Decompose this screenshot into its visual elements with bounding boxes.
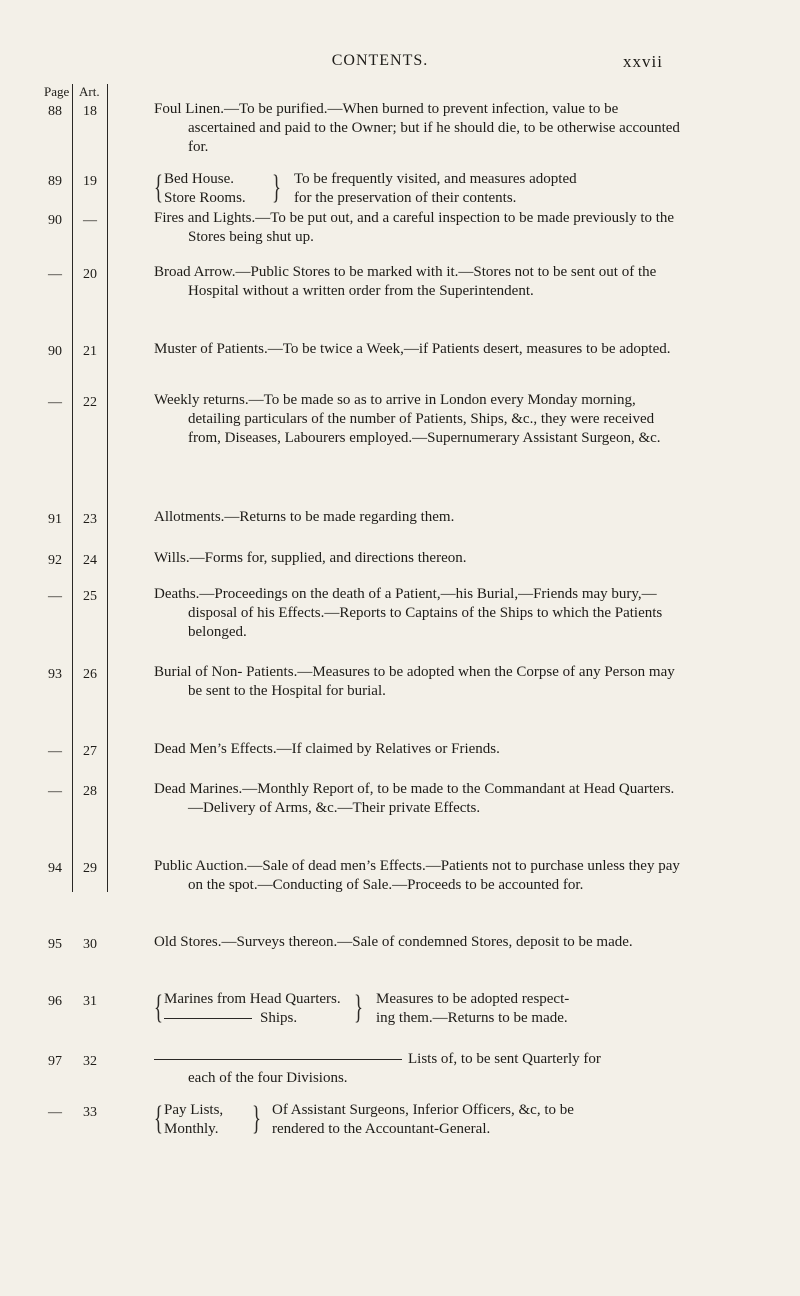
- page-number-cell: —: [48, 589, 62, 604]
- article-number-cell: 20: [83, 267, 97, 282]
- entry-text: Dead Marines.—Monthly Report of, to be made to the Commandant at Head Quarters.—Delivery of Arms, &c.—Their private Effects.: [154, 781, 675, 816]
- brace-right-bottom: ing them.—Returns to be made.: [376, 1010, 568, 1026]
- article-number-cell: 19: [83, 174, 97, 189]
- page-number-cell: —: [48, 267, 62, 282]
- column-rule-right: [107, 84, 108, 892]
- article-number-cell: 29: [83, 861, 97, 876]
- entry-text: Broad Arrow.—Public Stores to be marked with it.—Stores not to be sent out of the Hospital without a written order from the Superintendent.: [154, 264, 657, 299]
- brace-left-bottom: Store Rooms.: [164, 190, 246, 206]
- article-number-cell: 28: [83, 784, 97, 799]
- article-number-cell: 31: [83, 994, 97, 1009]
- brace-right-bottom: for the preservation of their contents.: [294, 190, 517, 206]
- page-number-cell: 90: [48, 213, 62, 228]
- page-number-cell: 92: [48, 553, 62, 568]
- page-number-cell: —: [48, 395, 62, 410]
- article-number-cell: 33: [83, 1105, 97, 1120]
- brace-right-bottom: rendered to the Accountant-General.: [272, 1121, 491, 1137]
- page-number-cell: 88: [48, 104, 62, 119]
- ditto-rule: [164, 1018, 252, 1019]
- braced-entry: [154, 170, 694, 210]
- left-brace: {: [154, 989, 163, 1026]
- contents-entry: [154, 663, 680, 701]
- article-column-heading: Art.: [79, 84, 100, 99]
- page-number-cell: —: [48, 784, 62, 799]
- entry-text: Deaths.—Proceedings on the death of a Patient,—his Burial,—Friends may bury,—disposal of his Effects.—Reports to Captains of the Ships to which the Patients belonged.: [154, 586, 663, 640]
- entry-text: Fires and Lights.—To be put out, and a careful inspection to be made previously to the Stores being shut up.: [154, 210, 675, 245]
- entry-text: Burial of Non- Patients.—Measures to be adopted when the Corpse of any Person may be sent to the Hospital for burial.: [154, 664, 675, 699]
- article-number-cell: —: [83, 213, 97, 228]
- entry-text: Public Auction.—Sale of dead men’s Effects.—Patients not to purchase unless they pay on the spot.—Conducting of Sale.—Proceeds to be accounted for.: [154, 858, 680, 893]
- braced-entry: [154, 990, 694, 1030]
- brace-left-top: Pay Lists,: [164, 1102, 224, 1118]
- article-number-cell: 25: [83, 589, 97, 604]
- article-number-cell: 23: [83, 512, 97, 527]
- page-number-cell: 97: [48, 1054, 62, 1069]
- contents-entry: [154, 391, 680, 448]
- entry-text: Wills.—Forms for, supplied, and directions thereon.: [154, 550, 467, 566]
- contents-entry: [154, 340, 680, 359]
- article-number-cell: 30: [83, 937, 97, 952]
- brace-right-top: Measures to be adopted respect-: [376, 991, 570, 1007]
- article-number-cell: 32: [83, 1054, 97, 1069]
- entry-text: Dead Men’s Effects.—If claimed by Relatives or Friends.: [154, 741, 500, 757]
- page-number-cell: 96: [48, 994, 62, 1009]
- entry-first-line: [154, 1050, 680, 1069]
- entry-text: Lists of, to be sent Quarterly for: [408, 1051, 601, 1067]
- brace-left-top: Bed House.: [164, 171, 234, 187]
- column-rule-left: [72, 84, 73, 892]
- entry-text: Old Stores.—Surveys thereon.—Sale of condemned Stores, deposit to be made.: [154, 934, 633, 950]
- entry-text: Foul Linen.—To be purified.—When burned to prevent infection, value to be ascertained and paid to the Owner; but if he should die, to be otherwise accounted for.: [154, 101, 680, 155]
- page-header: [0, 52, 800, 82]
- ditto-rule: [154, 1059, 402, 1060]
- brace-left-bottom: Monthly.: [164, 1121, 219, 1137]
- contents-entry: [154, 780, 680, 818]
- contents-entry: [154, 549, 680, 568]
- contents-entry: [154, 263, 680, 301]
- right-brace: }: [252, 1100, 261, 1137]
- left-brace: {: [154, 169, 163, 206]
- page-number-cell: 90: [48, 344, 62, 359]
- contents-entry: [154, 857, 680, 895]
- article-number-cell: 21: [83, 344, 97, 359]
- article-number-cell: 27: [83, 744, 97, 759]
- page-number-cell: —: [48, 1105, 62, 1120]
- contents-entry: [154, 1050, 680, 1088]
- entry-text: Weekly returns.—To be made so as to arrive in London every Monday morning, detailing particulars of the number of Patients, Ships, &c., they were received from, Diseases, Labourers employed.—Supernumerary Assistant Surgeon, &c.: [154, 392, 661, 446]
- braced-entry: [154, 1101, 694, 1141]
- right-brace: }: [272, 169, 281, 206]
- entry-text: Muster of Patients.—To be twice a Week,—if Patients desert, measures to be adopted.: [154, 341, 671, 357]
- page-number-cell: 89: [48, 174, 62, 189]
- article-number-cell: 24: [83, 553, 97, 568]
- left-brace: {: [154, 1100, 163, 1137]
- brace-left-bottom: [164, 1009, 297, 1028]
- contents-entry: [154, 740, 680, 759]
- page-number-cell: —: [48, 744, 62, 759]
- article-number-cell: 26: [83, 667, 97, 682]
- page-number: xxvii: [623, 52, 663, 71]
- brace-left-top: Marines from Head Quarters.: [164, 991, 341, 1007]
- page-number-cell: 95: [48, 937, 62, 952]
- contents-entry: [154, 585, 680, 642]
- article-number-cell: 18: [83, 104, 97, 119]
- page-number-cell: 91: [48, 512, 62, 527]
- entry-continuation: each of the four Divisions.: [188, 1070, 348, 1086]
- brace-left-bottom-text: Ships.: [260, 1010, 298, 1026]
- brace-right-top: To be frequently visited, and measures adopted: [294, 171, 577, 187]
- contents-entry: [154, 100, 680, 157]
- page-number-cell: 93: [48, 667, 62, 682]
- contents-entry: [154, 209, 680, 247]
- running-title: CONTENTS.: [331, 52, 429, 69]
- contents-entry: [154, 933, 680, 952]
- entry-text: Allotments.—Returns to be made regarding them.: [154, 509, 455, 525]
- page-column-heading: Page: [44, 84, 70, 99]
- page-number-cell: 94: [48, 861, 62, 876]
- right-brace: }: [354, 989, 363, 1026]
- contents-entry: [154, 508, 680, 527]
- article-number-cell: 22: [83, 395, 97, 410]
- brace-right-top: Of Assistant Surgeons, Inferior Officers, &c, to be: [272, 1102, 574, 1118]
